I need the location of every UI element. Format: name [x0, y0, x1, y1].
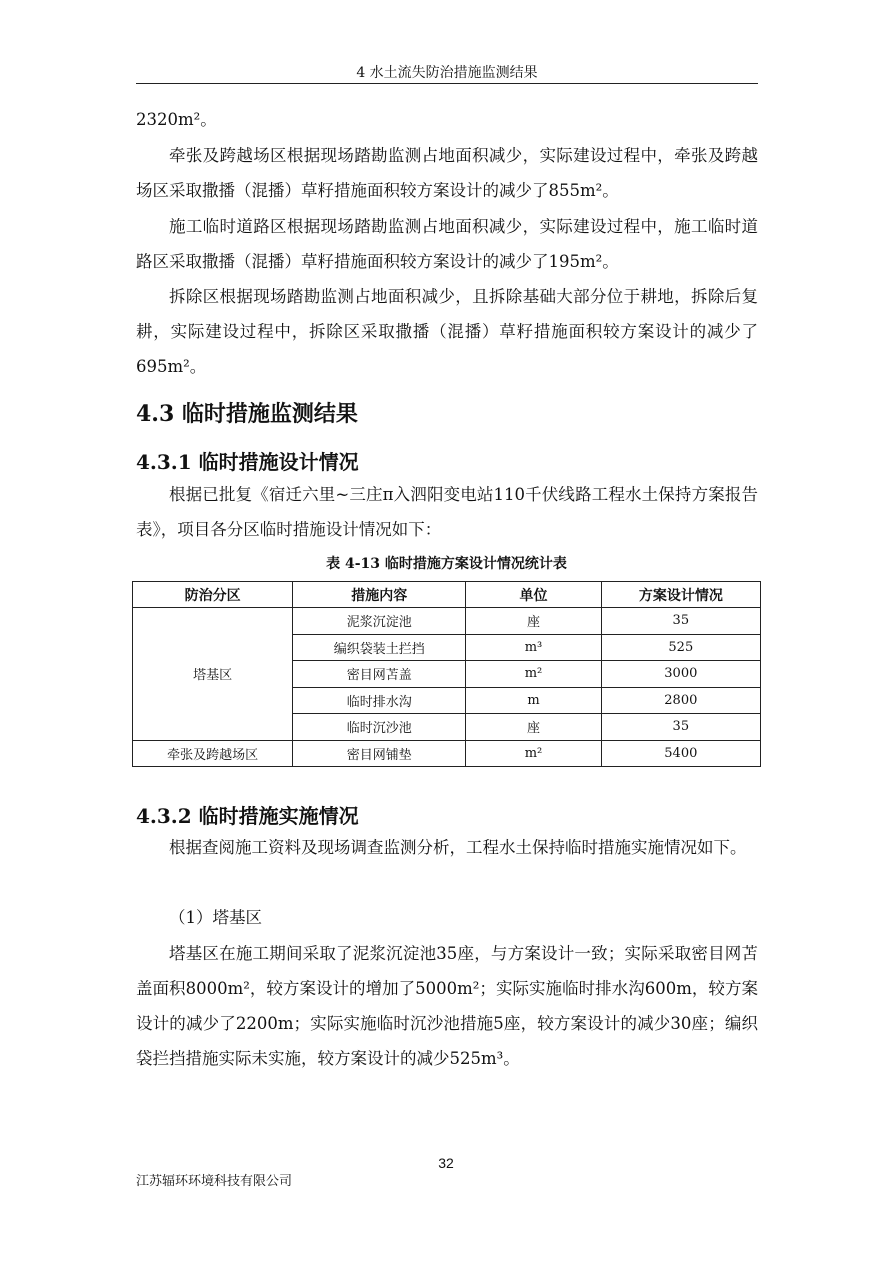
paragraph-temp-road: 施工临时道路区根据现场踏勘监测占地面积减少，实际建设过程中，施工临时道路区采取撒播（混播）草籽措施面积较方案设计的减少了195m²。: [136, 217, 758, 271]
measure-cell: 编织袋装土拦挡: [293, 634, 466, 661]
paragraph-continuation: 2320m²。: [136, 110, 217, 129]
zone-cell-tower-base: 塔基区: [133, 608, 293, 741]
unit-cell: m²: [466, 661, 601, 688]
value-cell: 35: [601, 608, 760, 635]
section-heading-4-3: 4.3 临时措施监测结果: [136, 401, 358, 427]
measure-cell: 密目网铺垫: [293, 740, 466, 767]
value-cell: 2800: [601, 687, 760, 714]
column-header-zone: 防治分区: [133, 582, 293, 608]
table-row: [133, 740, 761, 767]
running-header: 4 水土流失防治措施监测结果: [356, 65, 538, 81]
page-number: 32: [438, 1155, 454, 1171]
paragraph-design-intro: 根据已批复《宿迁六里~三庄π入泗阳变电站110千伏线路工程水土保持方案报告表》，项目各分区临时措施设计情况如下：: [136, 485, 758, 539]
paragraph-tension-area: 牵张及跨越场区根据现场踏勘监测占地面积减少，实际建设过程中，牵张及跨越场区采取撒播（混播）草籽措施面积较方案设计的减少了855m²。: [136, 146, 758, 200]
unit-cell: 座: [466, 608, 601, 635]
paragraph-tower-base-details: 塔基区在施工期间采取了泥浆沉淀池35座，与方案设计一致；实际采取密目网苫盖面积8000m²，较方案设计的增加了5000m²；实际实施临时排水沟600m，较方案设计的减少了2200m；实际实施临时沉沙池措施5座，较方案设计的减少30座；编织袋拦挡措施实际未实施，较方案设计的减少525m³。: [136, 944, 758, 1068]
unit-cell: 座: [466, 714, 601, 741]
company-name: 江苏辐环环境科技有限公司: [136, 1174, 293, 1189]
subheading-tower-base: （1）塔基区: [169, 908, 262, 927]
zone-cell-tension-area: 牵张及跨越场区: [133, 740, 293, 767]
measure-cell: 临时沉沙池: [293, 714, 466, 741]
temporary-measures-table: [132, 581, 761, 767]
paragraph-demolition: 拆除区根据现场踏勘监测占地面积减少，且拆除基础大部分位于耕地，拆除后复耕，实际建设过程中，拆除区采取撒播（混播）草籽措施面积较方案设计的减少了695m²。: [136, 287, 758, 376]
section-heading-4-3-1: 4.3.1 临时措施设计情况: [136, 450, 359, 474]
measure-cell: 泥浆沉淀池: [293, 608, 466, 635]
header-divider: [136, 83, 758, 84]
column-header-design: 方案设计情况: [601, 582, 760, 608]
unit-cell: m²: [466, 740, 601, 767]
column-header-measure: 措施内容: [293, 582, 466, 608]
value-cell: 5400: [601, 740, 760, 767]
measure-cell: 密目网苫盖: [293, 661, 466, 688]
table-row: [133, 608, 761, 635]
value-cell: 3000: [601, 661, 760, 688]
value-cell: 525: [601, 634, 760, 661]
unit-cell: m³: [466, 634, 601, 661]
table-header-row: [133, 582, 761, 608]
column-header-unit: 单位: [466, 582, 601, 608]
table-caption: 表 4-13 临时措施方案设计情况统计表: [326, 556, 567, 572]
unit-cell: m: [466, 687, 601, 714]
paragraph-implementation-intro: 根据查阅施工资料及现场调查监测分析，工程水土保持临时措施实施情况如下。: [169, 838, 747, 857]
value-cell: 35: [601, 714, 760, 741]
section-heading-4-3-2: 4.3.2 临时措施实施情况: [136, 804, 359, 828]
measure-cell: 临时排水沟: [293, 687, 466, 714]
